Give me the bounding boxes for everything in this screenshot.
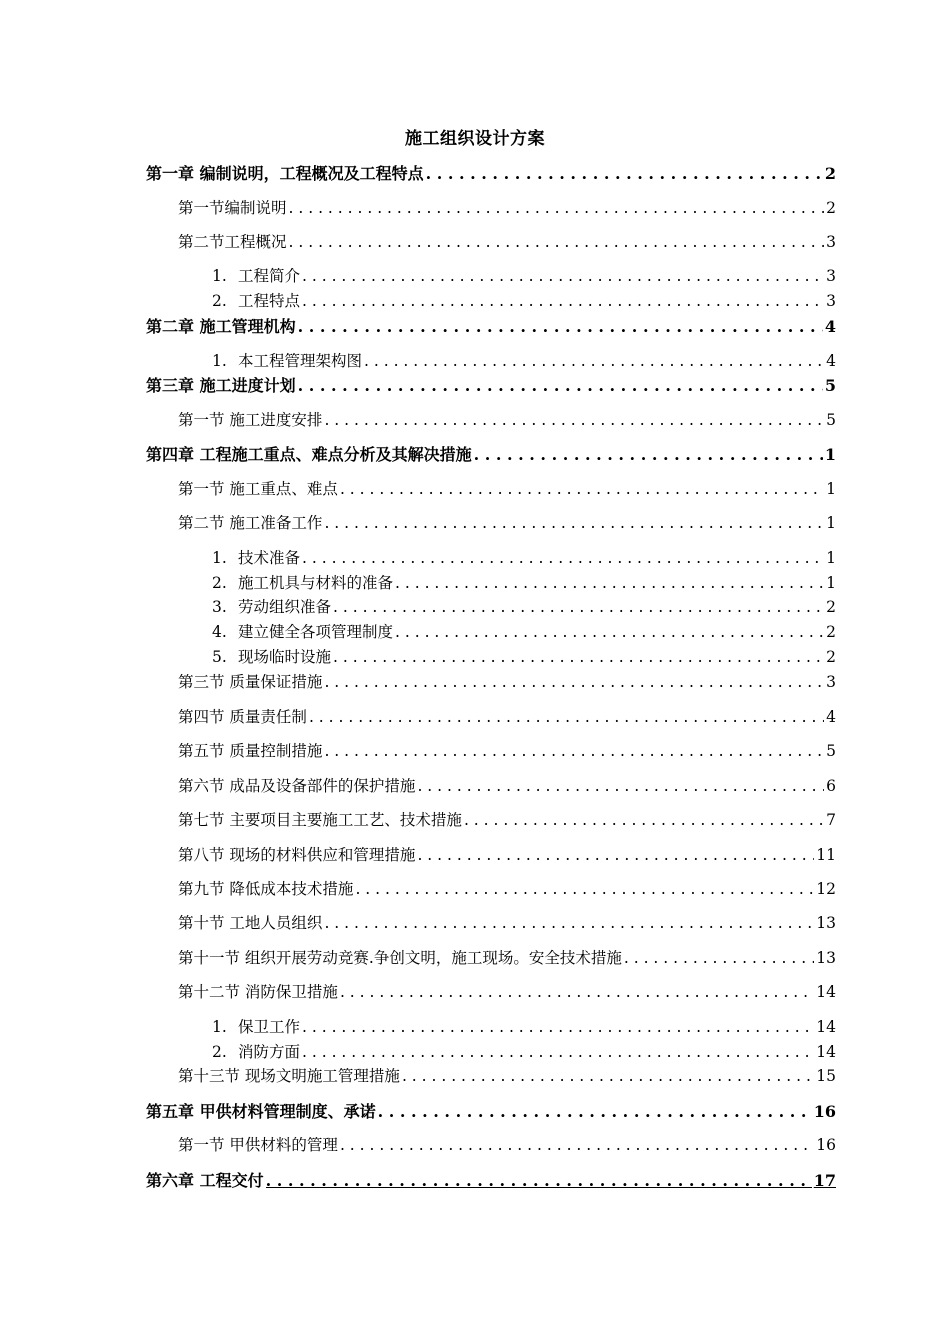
toc-entry-label [178,774,415,796]
toc-entry-label [178,230,287,252]
toc-entry-title: 第一章 编制说明，工程概况及工程特点 [146,164,424,183]
dot-leader [340,1136,814,1154]
toc-entry-label [178,1064,400,1086]
toc-entry-page-number: 1 [826,549,836,567]
toc-entry-title: 保卫工作 [238,1018,301,1036]
toc-entry-section[interactable] [178,980,836,1002]
toc-entry-item[interactable] [212,620,836,642]
toc-entry-title: 第四章 工程施工重点、难点分析及其解决措施 [146,445,472,464]
dot-leader [378,1102,812,1121]
toc-entry-page-number: 14 [816,983,836,1001]
toc-entry-page-number: 11 [816,846,836,864]
dot-leader [333,598,824,616]
dot-leader [289,199,824,217]
toc-entry-title: 第一节 施工重点、难点 [178,480,338,498]
toc-entry-title: 第五章 甲供材料管理制度、承诺 [146,1102,376,1121]
dot-leader [302,1043,814,1061]
toc-entry-title: 第三节 质量保证措施 [178,673,323,691]
toc-entry-item[interactable] [212,546,836,568]
toc-entry-page-number: 1 [826,514,836,532]
toc-entry-title: 第二节工程概况 [178,233,287,251]
toc-entry-label [178,477,338,499]
toc-entry-number: 1. [212,352,227,370]
toc-entry-item[interactable] [212,349,836,371]
toc-entry-page-number: 4 [826,708,836,726]
dot-leader [324,514,824,532]
toc-entry-title: 劳动组织准备 [238,598,332,616]
toc-entry-number: 1. [212,1018,227,1036]
toc-entry-title: 第一节 施工进度安排 [178,411,323,429]
toc-entry-title: 第十二节 消防保卫措施 [178,983,338,1001]
dot-leader [395,623,824,641]
toc-entry-chapter[interactable] [146,314,836,337]
toc-entry-label [212,546,300,568]
toc-entry-page-number: 13 [816,949,836,967]
dot-leader [324,742,824,760]
toc-entry-number: 1. [212,549,227,567]
dot-leader [464,811,824,829]
toc-entry-title: 消防方面 [238,1043,301,1061]
toc-entry-title: 技术准备 [238,549,301,567]
dot-leader [324,673,824,691]
toc-entry-title: 第六节 成品及设备部件的保护措施 [178,777,416,795]
toc-entry-title: 第十节 工地人员组织 [178,914,323,932]
toc-entry-label [146,161,424,184]
toc-entry-chapter[interactable] [146,442,836,465]
toc-entry-item[interactable] [212,595,836,617]
dot-leader [624,949,814,967]
toc-entry-page-number: 15 [816,1067,836,1085]
toc-entry-section[interactable] [178,230,836,252]
toc-entry-item[interactable] [212,645,836,667]
toc-entry-page-number: 12 [816,880,836,898]
toc-entry-title: 第一节编制说明 [178,199,287,217]
toc-entry-title: 工程特点 [238,292,301,310]
dot-leader [340,480,824,498]
dot-leader [417,777,824,795]
toc-entry-number: 2. [212,1043,227,1061]
toc-entry-page-number: 7 [826,811,836,829]
toc-entry-label [178,739,322,761]
toc-entry-section[interactable] [178,843,836,865]
toc-entry-number: 3. [212,598,227,616]
toc-entry-page-number: 3 [826,673,836,691]
dot-leader [302,267,824,285]
toc-entry-section[interactable] [178,911,836,933]
dot-leader [474,445,823,464]
toc-entry-page-number: 5 [824,376,836,395]
toc-entry-page-number: 2 [826,199,836,217]
toc-entry-section[interactable] [178,705,836,727]
dot-leader [417,846,814,864]
toc-entry-section[interactable] [178,774,836,796]
toc-entry-page-number: 14 [816,1018,836,1036]
toc-entry-label [178,808,462,830]
toc-entry-label [178,843,415,865]
toc-entry-page-number: 1 [826,574,836,592]
toc-entry-section[interactable] [178,477,836,499]
toc-entry-item[interactable] [212,1040,836,1062]
toc-entry-label [178,670,322,692]
toc-entry-page-number: 3 [826,233,836,251]
toc-entry-page-number: 13 [816,914,836,932]
toc-entry-title: 工程简介 [238,267,301,285]
toc-entry-section[interactable] [178,877,836,899]
toc-entry-label [178,980,338,1002]
dot-leader [266,1171,812,1190]
dot-leader [395,574,824,592]
toc-entry-page-number: 17 [813,1171,836,1190]
toc-entry-title: 第十三节 现场文明施工管理措施 [178,1067,400,1085]
toc-entry-page-number: 2 [824,164,836,183]
toc-entry-title: 第四节 质量责任制 [178,708,307,726]
dot-leader [340,983,814,1001]
toc-entry-number: 5. [212,648,227,666]
document-title: 施工组织设计方案 [405,129,545,149]
toc-entry-label [178,408,322,430]
dot-leader [302,1018,814,1036]
toc-entry-title: 第八节 现场的材料供应和管理措施 [178,846,416,864]
toc-entry-title: 第二节 施工准备工作 [178,514,323,532]
dot-leader [333,648,824,666]
dot-leader [298,376,823,395]
toc-entry-label [178,196,287,218]
toc-entry-title: 施工机具与材料的准备 [238,574,394,592]
toc-entry-page-number: 5 [826,742,836,760]
toc-entry-section[interactable] [178,946,836,968]
toc-entry-section[interactable] [178,1064,836,1086]
toc-entry-section[interactable] [178,670,836,692]
toc-entry-section[interactable] [178,739,836,761]
toc-entry-label [178,877,353,899]
toc-entry-page-number: 2 [826,623,836,641]
toc-entry-page-number: 14 [816,1043,836,1061]
toc-entry-section[interactable] [178,1133,836,1155]
toc-entry-page-number: 1 [824,445,836,464]
toc-entry-title: 第十一节 组织开展劳动竞赛.争创文明，施工现场。安全技术措施 [178,949,622,967]
toc-entry-section[interactable] [178,511,836,533]
toc-entry-label [178,705,307,727]
toc-entry-number: 2. [212,574,227,592]
toc-entry-page-number: 16 [813,1102,836,1121]
toc-entry-page-number: 4 [824,317,836,336]
toc-entry-title: 第三章 施工进度计划 [146,376,296,395]
toc-entry-title: 第二章 施工管理机构 [146,317,296,336]
toc-entry-title: 本工程管理架构图 [238,352,363,370]
toc-entry-label [212,595,331,617]
toc-entry-page-number: 6 [826,777,836,795]
toc-entry-page-number: 2 [826,598,836,616]
toc-entry-item[interactable] [212,289,836,311]
toc-entry-section[interactable] [178,808,836,830]
dot-leader [302,549,824,567]
toc-entry-title: 第七节 主要项目主要施工工艺、技术措施 [178,811,462,829]
dot-leader [309,708,824,726]
toc-entry-item[interactable] [212,1015,836,1037]
dot-leader [324,914,814,932]
toc-entry-label [212,1015,300,1037]
toc-entry-title: 第一节 甲供材料的管理 [178,1136,338,1154]
toc-entry-label [212,645,331,667]
dot-leader [355,880,814,898]
toc-entry-label [178,511,322,533]
dot-leader [302,292,824,310]
toc-entry-page-number: 3 [826,292,836,310]
toc-entry-page-number: 1 [826,480,836,498]
toc-entry-label [212,289,300,311]
toc-entry-section[interactable] [178,196,836,218]
toc-entry-section[interactable] [178,408,836,430]
toc-entry-label [178,1133,338,1155]
toc-entry-number: 4. [212,623,227,641]
dot-leader [324,411,824,429]
toc-entry-label [146,1099,376,1122]
toc-entry-label [212,349,362,371]
toc-entry-label [212,620,393,642]
dot-leader [289,233,824,251]
toc-entry-label [178,946,622,968]
toc-entry-label [146,373,296,396]
toc-entry-number: 1. [212,267,227,285]
dot-leader [364,352,824,370]
toc-entry-item[interactable] [212,571,836,593]
toc-entry-chapter[interactable] [146,1168,836,1191]
toc-entry-label [146,314,296,337]
toc-entry-item[interactable] [212,264,836,286]
toc-entry-title: 第六章 工程交付 [146,1171,264,1190]
toc-entry-number: 2. [212,292,227,310]
toc-entry-title: 现场临时设施 [238,648,332,666]
toc-entry-label [146,1168,264,1191]
toc-entry-chapter[interactable] [146,161,836,184]
toc-entry-title: 建立健全各项管理制度 [238,623,394,641]
toc-entry-label [212,571,393,593]
toc-entry-page-number: 4 [826,352,836,370]
toc-entry-page-number: 2 [826,648,836,666]
dot-leader [402,1067,814,1085]
toc-entry-label [178,911,322,933]
toc-entry-label [146,442,472,465]
toc-entry-page-number: 5 [826,411,836,429]
toc-entry-page-number: 16 [816,1136,836,1154]
toc-entry-label [212,1040,300,1062]
toc-entry-chapter[interactable] [146,373,836,396]
toc-entry-page-number: 3 [826,267,836,285]
dot-leader [298,317,823,336]
toc-entry-title: 第九节 降低成本技术措施 [178,880,354,898]
dot-leader [426,164,823,183]
toc-entry-title: 第五节 质量控制措施 [178,742,323,760]
toc-entry-label [212,264,300,286]
toc-entry-chapter[interactable] [146,1099,836,1122]
